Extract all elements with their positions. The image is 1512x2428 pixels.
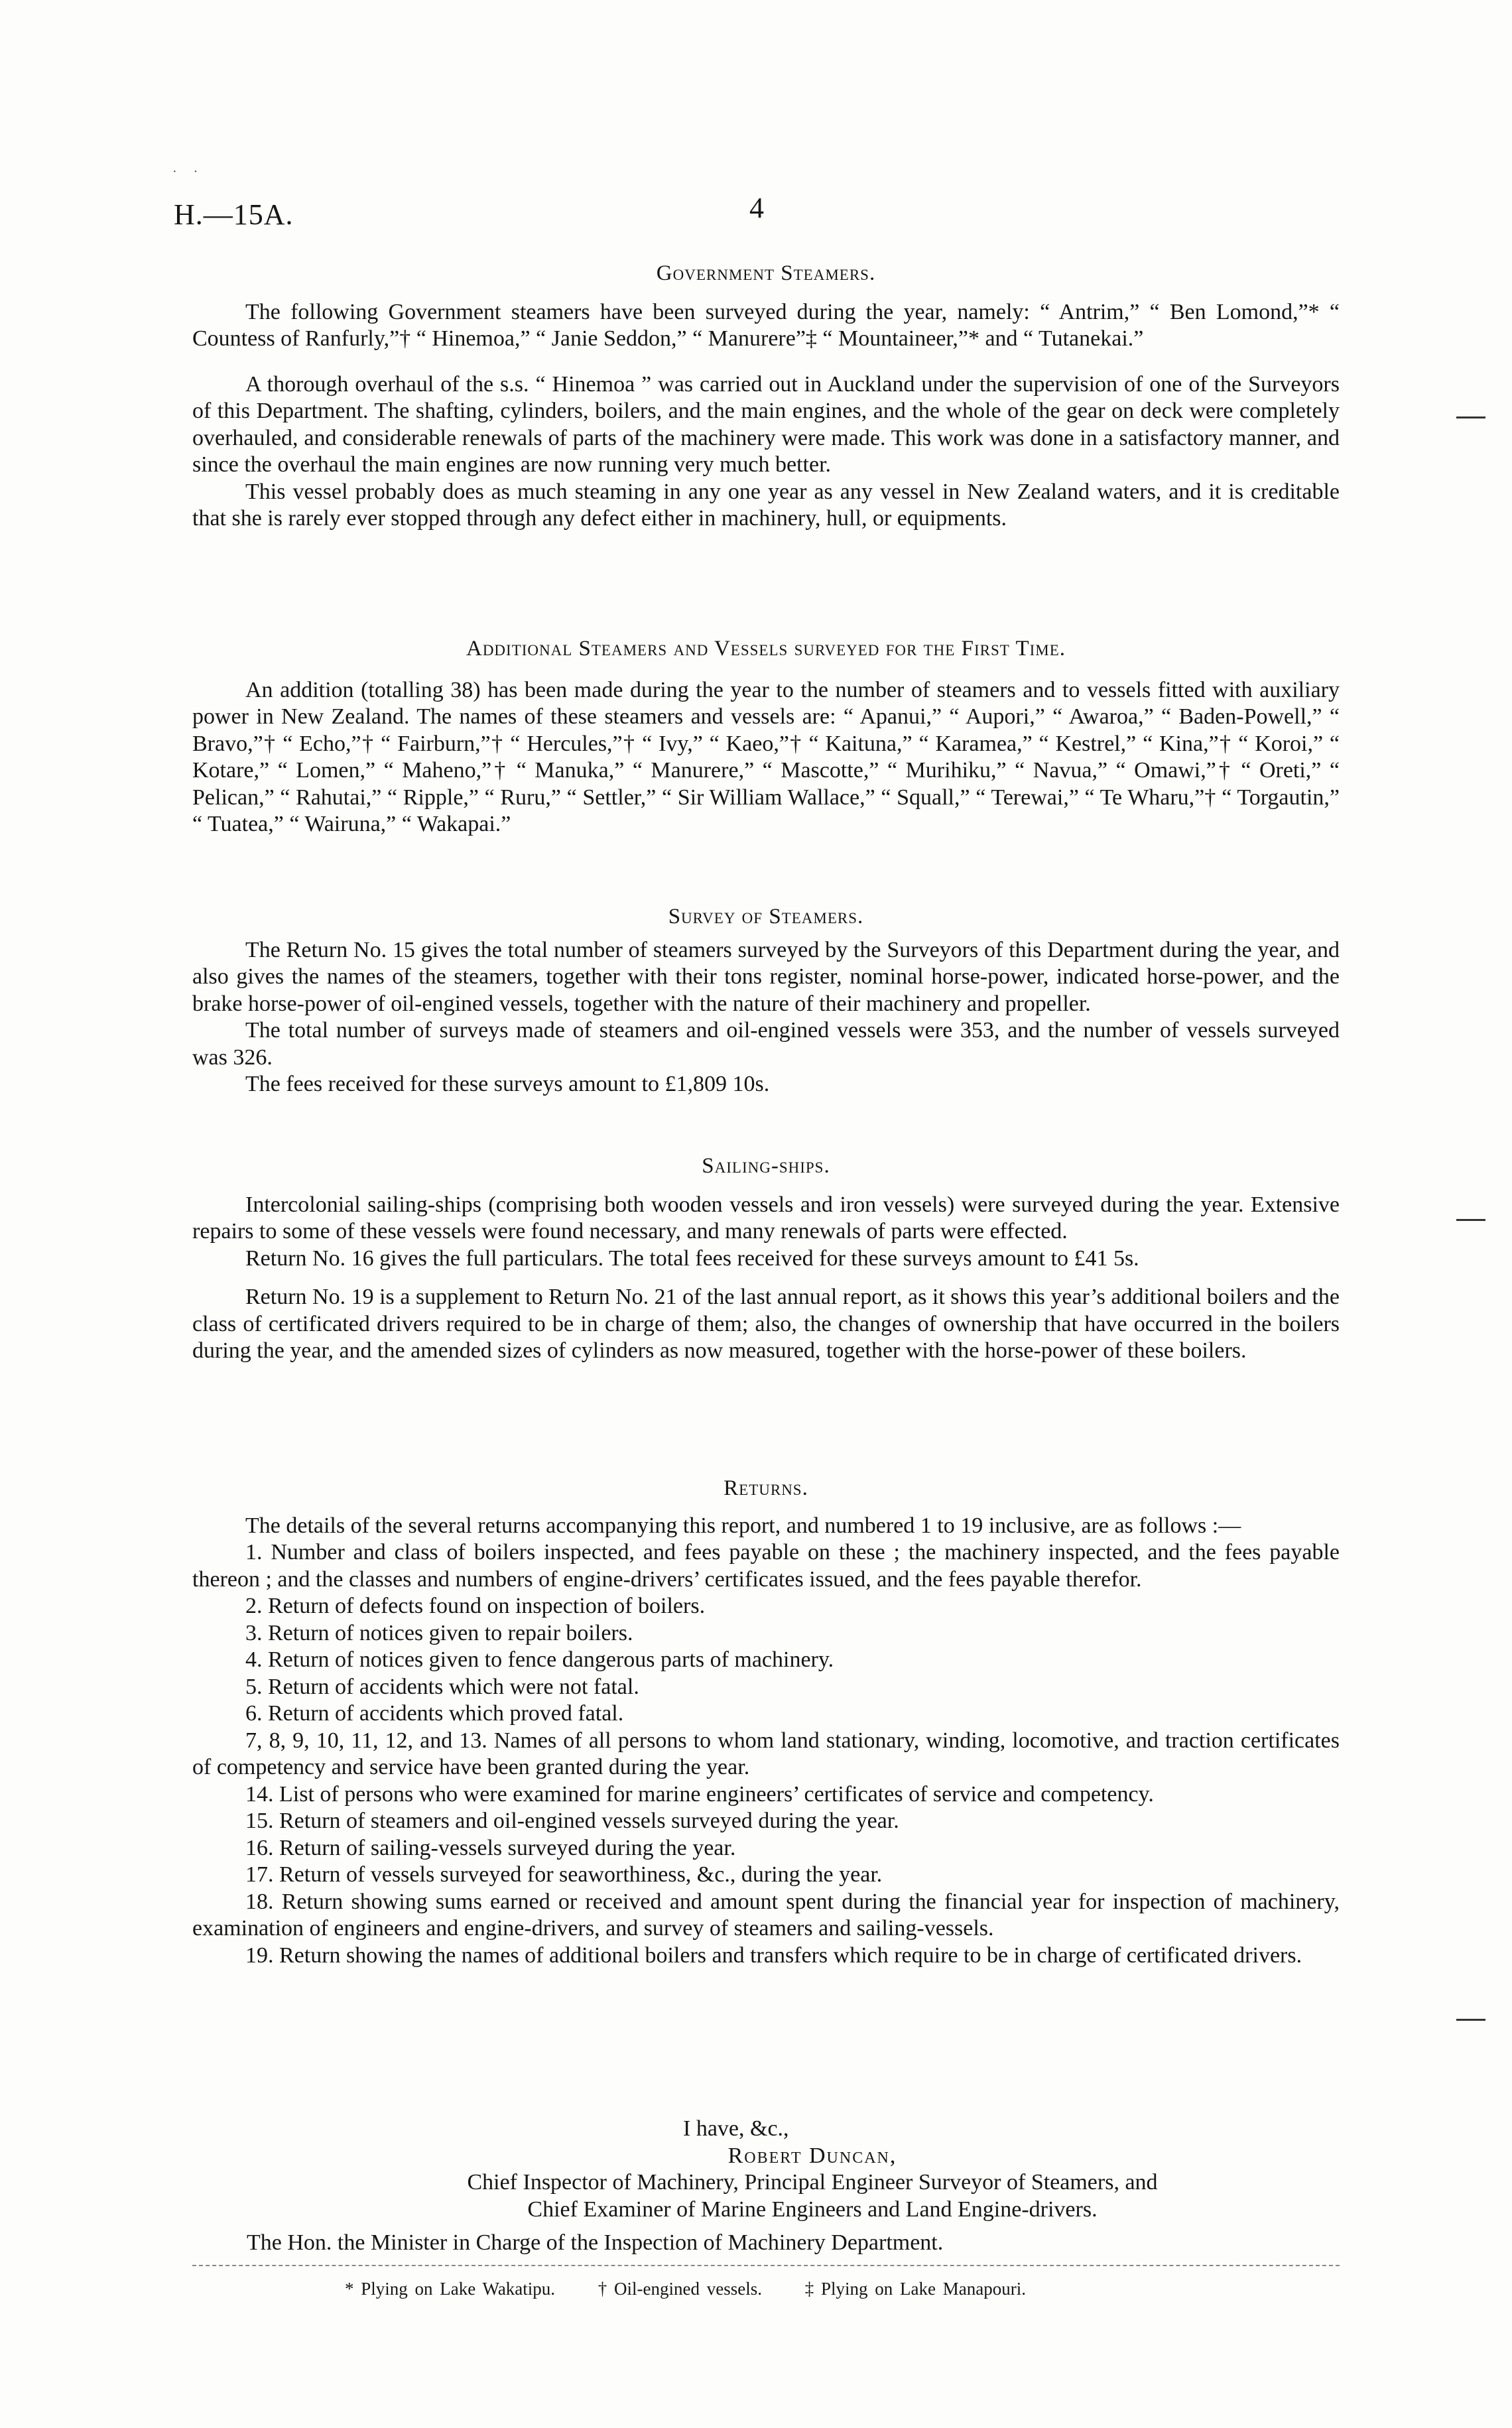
section-heading: Government Steamers. — [656, 261, 876, 285]
document-reference: H.—15A. — [174, 198, 294, 231]
list-item: 3. Return of notices given to repair boilers. — [245, 1620, 633, 1645]
scan-speck-marks: · · — [172, 164, 205, 179]
signatory-title-line-1: Chief Inspector of Machinery, Principal Engineer Surveyor of Steamers, and — [467, 2170, 1158, 2195]
list-item: 1. Number and class of boilers inspected, and fees payable on these ; the machinery inspected, and the fees payable thereon ; and the classes and numbers of engine-drivers’ certificates issued, and the fees payable therefor. — [192, 1540, 1340, 1592]
list-item: 7, 8, 9, 10, 11, 12, and 13. Names of all persons to whom land stationary, winding, locomotive, and traction certificates of competency and service have been granted during the year. — [192, 1728, 1340, 1779]
page-number: 4 — [749, 192, 764, 224]
margin-mark — [1456, 416, 1485, 418]
paragraph: The Return No. 15 gives the total number of steamers surveyed by the Surveyors of this Department during the year, and also gives the names of the steamers, together with their tons register, nominal horse-power, indicated horse-power, and the brake horse-power of oil-engined vessels, together with the nature of their machinery and propeller. — [192, 937, 1340, 1016]
section-additional-steamers — [192, 635, 1340, 838]
list-item: 6. Return of accidents which proved fatal. — [245, 1701, 624, 1726]
list-item: 2. Return of defects found on inspection of boilers. — [245, 1594, 706, 1618]
addressee: The Hon. the Minister in Charge of the Inspection of Machinery Department. — [247, 2230, 944, 2255]
list-item: 15. Return of steamers and oil-engined vessels surveyed during the year. — [245, 1809, 899, 1833]
paragraph: Return No. 19 is a supplement to Return No. 21 of the last annual report, as it shows this year’s additional boilers and the class of certificated drivers required to be in charge of them; also, the changes of ownership that have occurred in the boilers during the year, and the amended sizes of cylinders as now measured, together with the horse-power of these boilers. — [192, 1285, 1340, 1363]
footnote-divider — [192, 2265, 1340, 2266]
section-survey-of-steamers — [192, 903, 1340, 1098]
paragraph: Intercolonial sailing-ships (comprising both wooden vessels and iron vessels) were surveyed during the year. Extensive repairs to some of these vessels were found necessary, and many renewals of parts were effected. — [192, 1192, 1340, 1244]
paragraph: The details of the several returns accompanying this report, and numbered 1 to 19 inclusive, are as follows :— — [245, 1513, 1241, 1538]
list-item: 19. Return showing the names of additional boilers and transfers which require to be in charge of certificated drivers. — [245, 1943, 1302, 1968]
signatory-title-line-2: Chief Examiner of Marine Engineers and Land Engine-drivers. — [527, 2197, 1098, 2222]
paragraph: Return No. 16 gives the full particulars. The total fees received for these surveys amount to £41 5s. — [245, 1246, 1139, 1271]
footnote-double-dagger: ‡ Plying on Lake Manapouri. — [804, 2279, 1026, 2299]
signature-block — [192, 2116, 1340, 2257]
section-heading: Sailing-ships. — [702, 1154, 830, 1178]
paragraph: This vessel probably does as much steaming in any one year as any vessel in New Zealand waters, and it is creditable that she is rarely ever stopped through any defect either in machinery, hull, or equipments. — [192, 479, 1340, 531]
section-heading: Additional Steamers and Vessels surveyed for the First Time. — [466, 637, 1066, 661]
paragraph: The total number of surveys made of steamers and oil-engined vessels were 353, and the number of vessels surveyed was 326. — [192, 1018, 1340, 1070]
paragraph: An addition (totalling 38) has been made during the year to the number of steamers and to vessels fitted with auxiliary power in New Zealand. The names of these steamers and vessels are: “ Apanui,” “ Aupori,” “ Awaroa,” “ Baden-Powell,” “ Bravo,”† “ Echo,”† “ Fairburn,”† “ Hercules,”† “ Ivy,” “ Kaeo,”† “ Kaituna,” “ Karamea,” “ Kestrel,” “ Kina,”† “ Koroi,” “ Kotare,” “ Lomen,” “ Maheno,”† “ Manuka,” “ Manurere,” “ Mascotte,” “ Murihiku,” “ Navua,” “ Omawi,”† “ Oreti,” “ Pelican,” “ Rahutai,” “ Ripple,” “ Ruru,” “ Settler,” “ Sir William Wallace,” “ Squall,” “ Terewai,” “ Te Wharu,”† “ Torgautin,” “ Tuatea,” “ Wairuna,” “ Wakapai.” — [192, 677, 1340, 836]
list-item: 4. Return of notices given to fence dangerous parts of machinery. — [245, 1647, 834, 1672]
section-government-steamers — [192, 260, 1340, 533]
footnote-dagger: † Oil-engined vessels. — [598, 2279, 762, 2299]
section-returns — [192, 1475, 1340, 1969]
section-heading: Survey of Steamers. — [668, 905, 864, 928]
footnotes — [345, 2279, 1062, 2299]
paragraph: The following Government steamers have been surveyed during the year, namely: “ Antrim,” “ Ben Lomond,”* “ Countess of Ranfurly,”† “ Hinemoa,” “ Janie Seddon,” “ Manurere”‡ “ Mountaineer,”* and “ Tutanekai.” — [192, 299, 1340, 351]
paragraph: The fees received for these surveys amount to £1,809 10s. — [245, 1072, 770, 1096]
list-item: 17. Return of vessels surveyed for seaworthiness, &c., during the year. — [245, 1862, 883, 1887]
section-sailing-ships — [192, 1153, 1340, 1365]
margin-mark — [1456, 2019, 1485, 2021]
list-item: 16. Return of sailing-vessels surveyed during the year. — [245, 1835, 736, 1860]
margin-mark — [1456, 1219, 1485, 1221]
signatory-name: Robert Duncan, — [727, 2143, 897, 2168]
list-item: 5. Return of accidents which were not fatal. — [245, 1674, 639, 1699]
closing-line: I have, &c., — [683, 2116, 789, 2141]
footnote-asterisk: * Plying on Lake Wakatipu. — [345, 2279, 556, 2299]
list-item: 18. Return showing sums earned or received and amount spent during the financial year for inspection of machinery, examination of engineers and engine-drivers, and survey of steamers and sailing-vessels. — [192, 1889, 1340, 1941]
list-item: 14. List of persons who were examined for marine engineers’ certificates of service and competency. — [245, 1781, 1154, 1807]
paragraph: A thorough overhaul of the s.s. “ Hinemoa ” was carried out in Auckland under the supervision of one of the Surveyors of this Department. The shafting, cylinders, boilers, and the main engines, and the whole of the gear on deck were completely overhauled, and considerable renewals of parts of the machinery were made. This work was done in a satisfactory manner, and since the overhaul the main engines are now running very much better. — [192, 371, 1340, 477]
section-heading: Returns. — [724, 1476, 808, 1500]
